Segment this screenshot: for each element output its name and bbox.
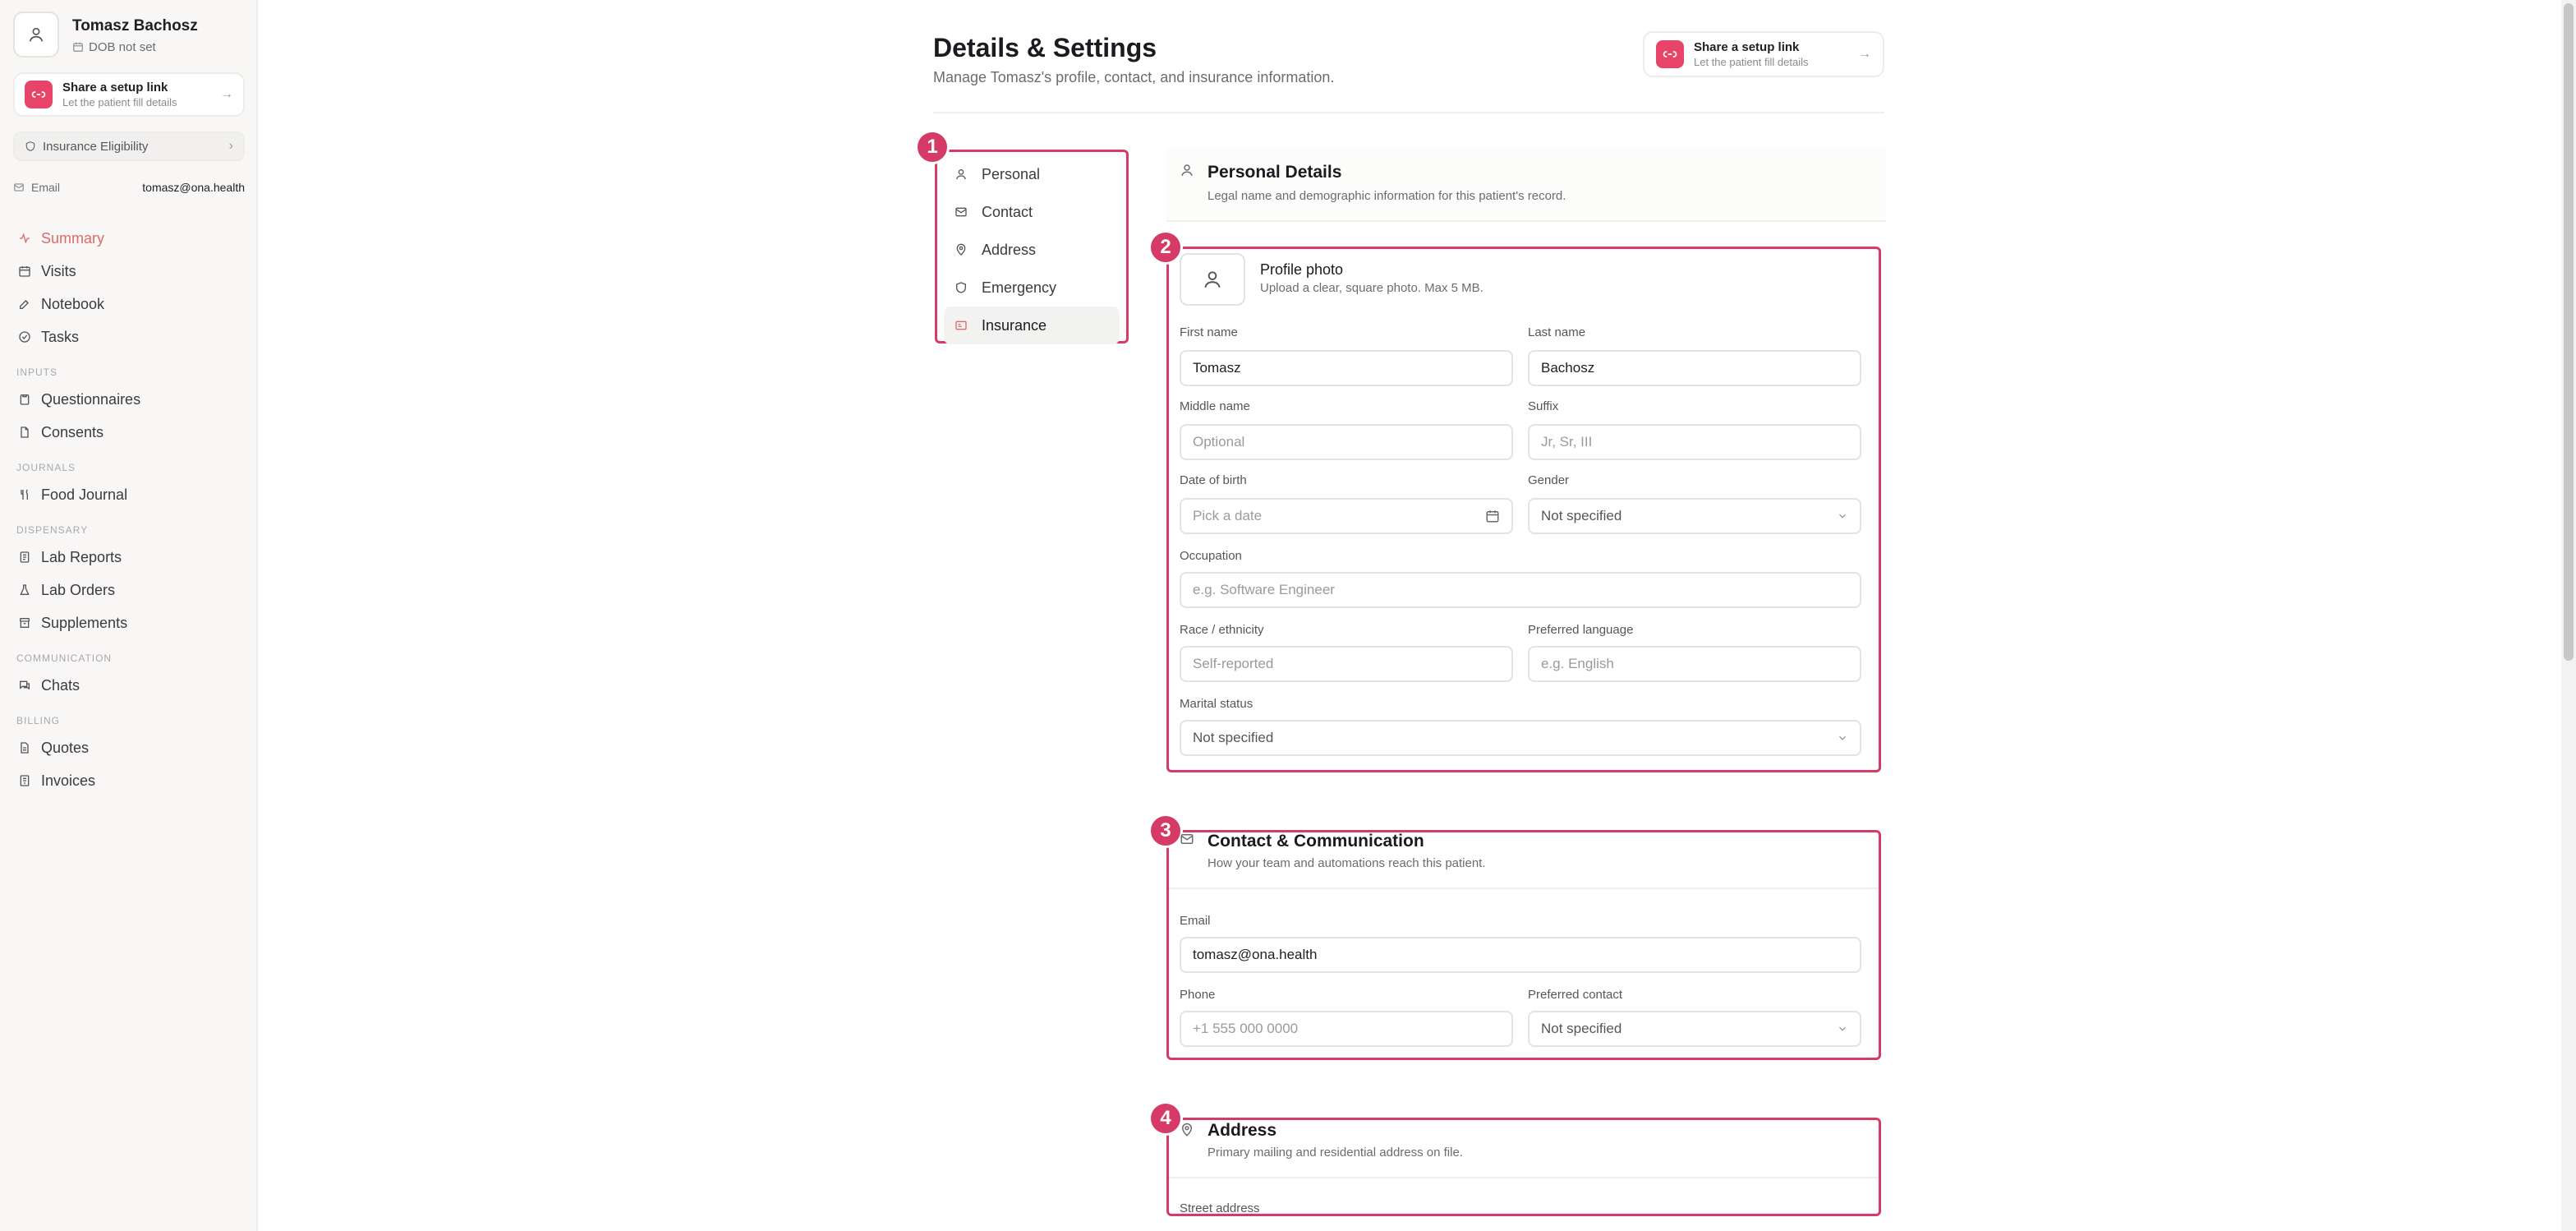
street-address-label: Street address	[1180, 1201, 1260, 1215]
sidebar-item-summary[interactable]	[0, 222, 258, 255]
occupation-label: Occupation	[1180, 549, 1242, 563]
file-icon	[16, 426, 33, 439]
marital-label: Marital status	[1180, 697, 1254, 711]
sidebar-item-food-journal[interactable]	[0, 478, 258, 511]
sidebar-item-label: Food Journal	[41, 486, 128, 503]
mail-icon	[1180, 832, 1194, 851]
id-card-icon	[952, 319, 970, 332]
annotation-badge-2: 2	[1148, 230, 1183, 265]
utensils-icon	[16, 488, 33, 501]
header-divider	[933, 112, 1884, 113]
flask-icon	[16, 583, 33, 597]
section-nav-emergency[interactable]	[944, 269, 1120, 307]
patient-dob: DOB not set	[89, 39, 156, 54]
profile-photo-title: Profile photo	[1260, 261, 1344, 278]
chevron-down-icon	[1837, 510, 1848, 522]
address-divider	[1169, 1177, 1879, 1178]
user-icon	[1202, 269, 1223, 290]
patient-card[interactable]	[13, 12, 198, 58]
shield-icon	[952, 281, 970, 294]
sidebar-item-lab-orders[interactable]	[0, 574, 258, 606]
clipboard-icon	[16, 393, 33, 406]
sidebar-item-label: Chats	[41, 676, 80, 694]
section-nav-insurance[interactable]	[944, 307, 1120, 344]
page-title: Details & Settings	[933, 33, 1157, 62]
gender-select[interactable]	[1528, 498, 1861, 534]
address-subtitle: Primary mailing and residential address on file.	[1208, 1146, 1463, 1160]
address-title: Address	[1208, 1121, 1277, 1140]
sidebar-item-label: Questionnaires	[41, 390, 141, 408]
phone-label: Phone	[1180, 988, 1216, 1002]
section-nav-label: Emergency	[982, 279, 1057, 296]
sidebar-item-invoices[interactable]	[0, 764, 258, 797]
check-circle-icon	[16, 330, 33, 343]
suffix-label: Suffix	[1528, 399, 1559, 413]
annotation-badge-1: 1	[915, 130, 950, 164]
gender-label: Gender	[1528, 473, 1570, 487]
calendar-icon	[16, 265, 33, 278]
chevron-down-icon	[1837, 1023, 1848, 1035]
map-pin-icon	[952, 243, 970, 256]
share-setup-link-button[interactable]	[13, 72, 245, 117]
receipt-icon	[16, 774, 33, 787]
sidebar-item-label: Notebook	[41, 295, 105, 312]
personal-details-header	[1166, 148, 1886, 222]
section-nav-contact[interactable]	[944, 193, 1120, 231]
report-icon	[16, 551, 33, 564]
sidebar-item-label: Tasks	[41, 328, 80, 345]
nav-section-communication: COMMUNICATION	[16, 652, 113, 664]
insurance-eligibility-label: Insurance Eligibility	[43, 139, 149, 154]
contact-title: Contact & Communication	[1208, 832, 1424, 851]
first-name-input[interactable]	[1180, 350, 1513, 386]
profile-photo-upload[interactable]	[1180, 253, 1245, 306]
nav-section-journals: JOURNALS	[16, 462, 76, 473]
sidebar-item-quotes[interactable]	[0, 731, 258, 764]
race-input[interactable]	[1180, 646, 1513, 682]
sidebar-item-label: Lab Orders	[41, 581, 116, 598]
sidebar-nav	[0, 222, 258, 797]
link-icon	[25, 81, 53, 108]
arrow-right-icon: →	[1858, 47, 1871, 61]
personal-details-title: Personal Details	[1208, 163, 1342, 182]
edit-icon	[16, 297, 33, 311]
last-name-label: Last name	[1528, 325, 1586, 339]
sidebar-item-label: Consents	[41, 423, 104, 440]
calendar-icon	[72, 41, 84, 53]
section-nav-label: Personal	[982, 165, 1041, 182]
patient-name: Tomasz Bachosz	[72, 16, 198, 35]
scrollbar[interactable]	[2561, 0, 2576, 1231]
sidebar-item-notebook[interactable]	[0, 288, 258, 320]
share-title: Share a setup link	[62, 81, 168, 95]
share-subtitle: Let the patient fill details	[1694, 56, 1809, 68]
scrollbar-thumb[interactable]	[2564, 3, 2574, 661]
preferred-contact-label: Preferred contact	[1528, 988, 1623, 1002]
personal-details-subtitle: Legal name and demographic information for this patient's record.	[1208, 189, 1566, 203]
sidebar-item-questionnaires[interactable]	[0, 383, 258, 416]
sidebar-item-supplements[interactable]	[0, 606, 258, 639]
preferred-contact-value: Not specified	[1541, 1021, 1622, 1036]
sidebar-item-label: Quotes	[41, 739, 90, 756]
section-nav-label: Address	[982, 241, 1037, 258]
nav-section-dispensary: DISPENSARY	[16, 524, 89, 536]
email-label: Email	[31, 181, 61, 194]
marital-select[interactable]	[1180, 720, 1861, 756]
preferred-contact-select[interactable]	[1528, 1011, 1861, 1047]
sidebar-item-visits[interactable]	[0, 255, 258, 288]
nav-section-billing: BILLING	[16, 715, 61, 726]
phone-input[interactable]	[1180, 1011, 1513, 1047]
link-icon	[1656, 40, 1684, 68]
chevron-right-icon: ›	[228, 139, 233, 153]
last-name-input[interactable]	[1528, 350, 1861, 386]
share-title: Share a setup link	[1694, 40, 1800, 54]
shield-icon	[25, 141, 36, 152]
profile-photo-subtitle: Upload a clear, square photo. Max 5 MB.	[1260, 281, 1484, 295]
sidebar-item-consents[interactable]	[0, 416, 258, 449]
first-name-label: First name	[1180, 325, 1238, 339]
mail-icon	[952, 205, 970, 219]
sidebar-item-label: Invoices	[41, 772, 96, 789]
section-nav	[935, 150, 1129, 343]
email-value[interactable]: tomasz@ona.health	[142, 181, 245, 194]
file-text-icon	[16, 741, 33, 754]
contact-subtitle: How your team and automations reach this patient.	[1208, 856, 1486, 870]
dob-placeholder: Pick a date	[1193, 508, 1263, 523]
sidebar-item-label: Visits	[41, 262, 76, 279]
section-nav-personal[interactable]	[944, 155, 1120, 193]
language-input[interactable]	[1528, 646, 1861, 682]
insurance-eligibility-button[interactable]	[13, 131, 245, 161]
occupation-input[interactable]	[1180, 572, 1861, 608]
suffix-input[interactable]	[1528, 424, 1861, 460]
middle-name-input[interactable]	[1180, 424, 1513, 460]
section-nav-label: Contact	[982, 203, 1033, 220]
email-label: Email	[1180, 914, 1211, 928]
section-nav-address[interactable]	[944, 231, 1120, 269]
chevron-down-icon	[1837, 732, 1848, 744]
user-icon	[952, 168, 970, 181]
calendar-icon	[1485, 509, 1500, 523]
section-nav-label: Insurance	[982, 316, 1047, 334]
arrow-right-icon: →	[220, 87, 233, 101]
chat-icon	[16, 679, 33, 692]
avatar	[13, 12, 59, 58]
nav-section-inputs: INPUTS	[16, 367, 58, 378]
sidebar-item-label: Summary	[41, 229, 105, 247]
gender-value: Not specified	[1541, 508, 1622, 523]
mail-icon	[13, 182, 25, 193]
page-subtitle: Manage Tomasz's profile, contact, and insurance information.	[933, 69, 1335, 85]
email-input[interactable]	[1180, 937, 1861, 973]
archive-icon	[16, 616, 33, 629]
sidebar-item-chats[interactable]	[0, 669, 258, 702]
sidebar-item-label: Supplements	[41, 614, 128, 631]
marital-value: Not specified	[1193, 730, 1274, 745]
activity-icon	[16, 232, 33, 245]
language-label: Preferred language	[1528, 623, 1634, 637]
sidebar	[0, 0, 258, 1231]
user-icon	[1180, 163, 1194, 182]
race-label: Race / ethnicity	[1180, 623, 1264, 637]
map-pin-icon	[1180, 1123, 1194, 1141]
sidebar-item-tasks[interactable]	[0, 320, 258, 353]
middle-name-label: Middle name	[1180, 399, 1250, 413]
share-setup-link-header-button[interactable]	[1643, 31, 1884, 77]
share-subtitle: Let the patient fill details	[62, 96, 177, 108]
user-icon	[27, 25, 45, 44]
dob-date-picker[interactable]	[1180, 498, 1513, 534]
sidebar-item-lab-reports[interactable]	[0, 541, 258, 574]
contact-divider	[1169, 888, 1879, 889]
annotation-badge-4: 4	[1148, 1101, 1183, 1136]
sidebar-item-label: Lab Reports	[41, 548, 122, 565]
dob-label: Date of birth	[1180, 473, 1247, 487]
email-row	[13, 181, 245, 194]
annotation-badge-3: 3	[1148, 814, 1183, 848]
